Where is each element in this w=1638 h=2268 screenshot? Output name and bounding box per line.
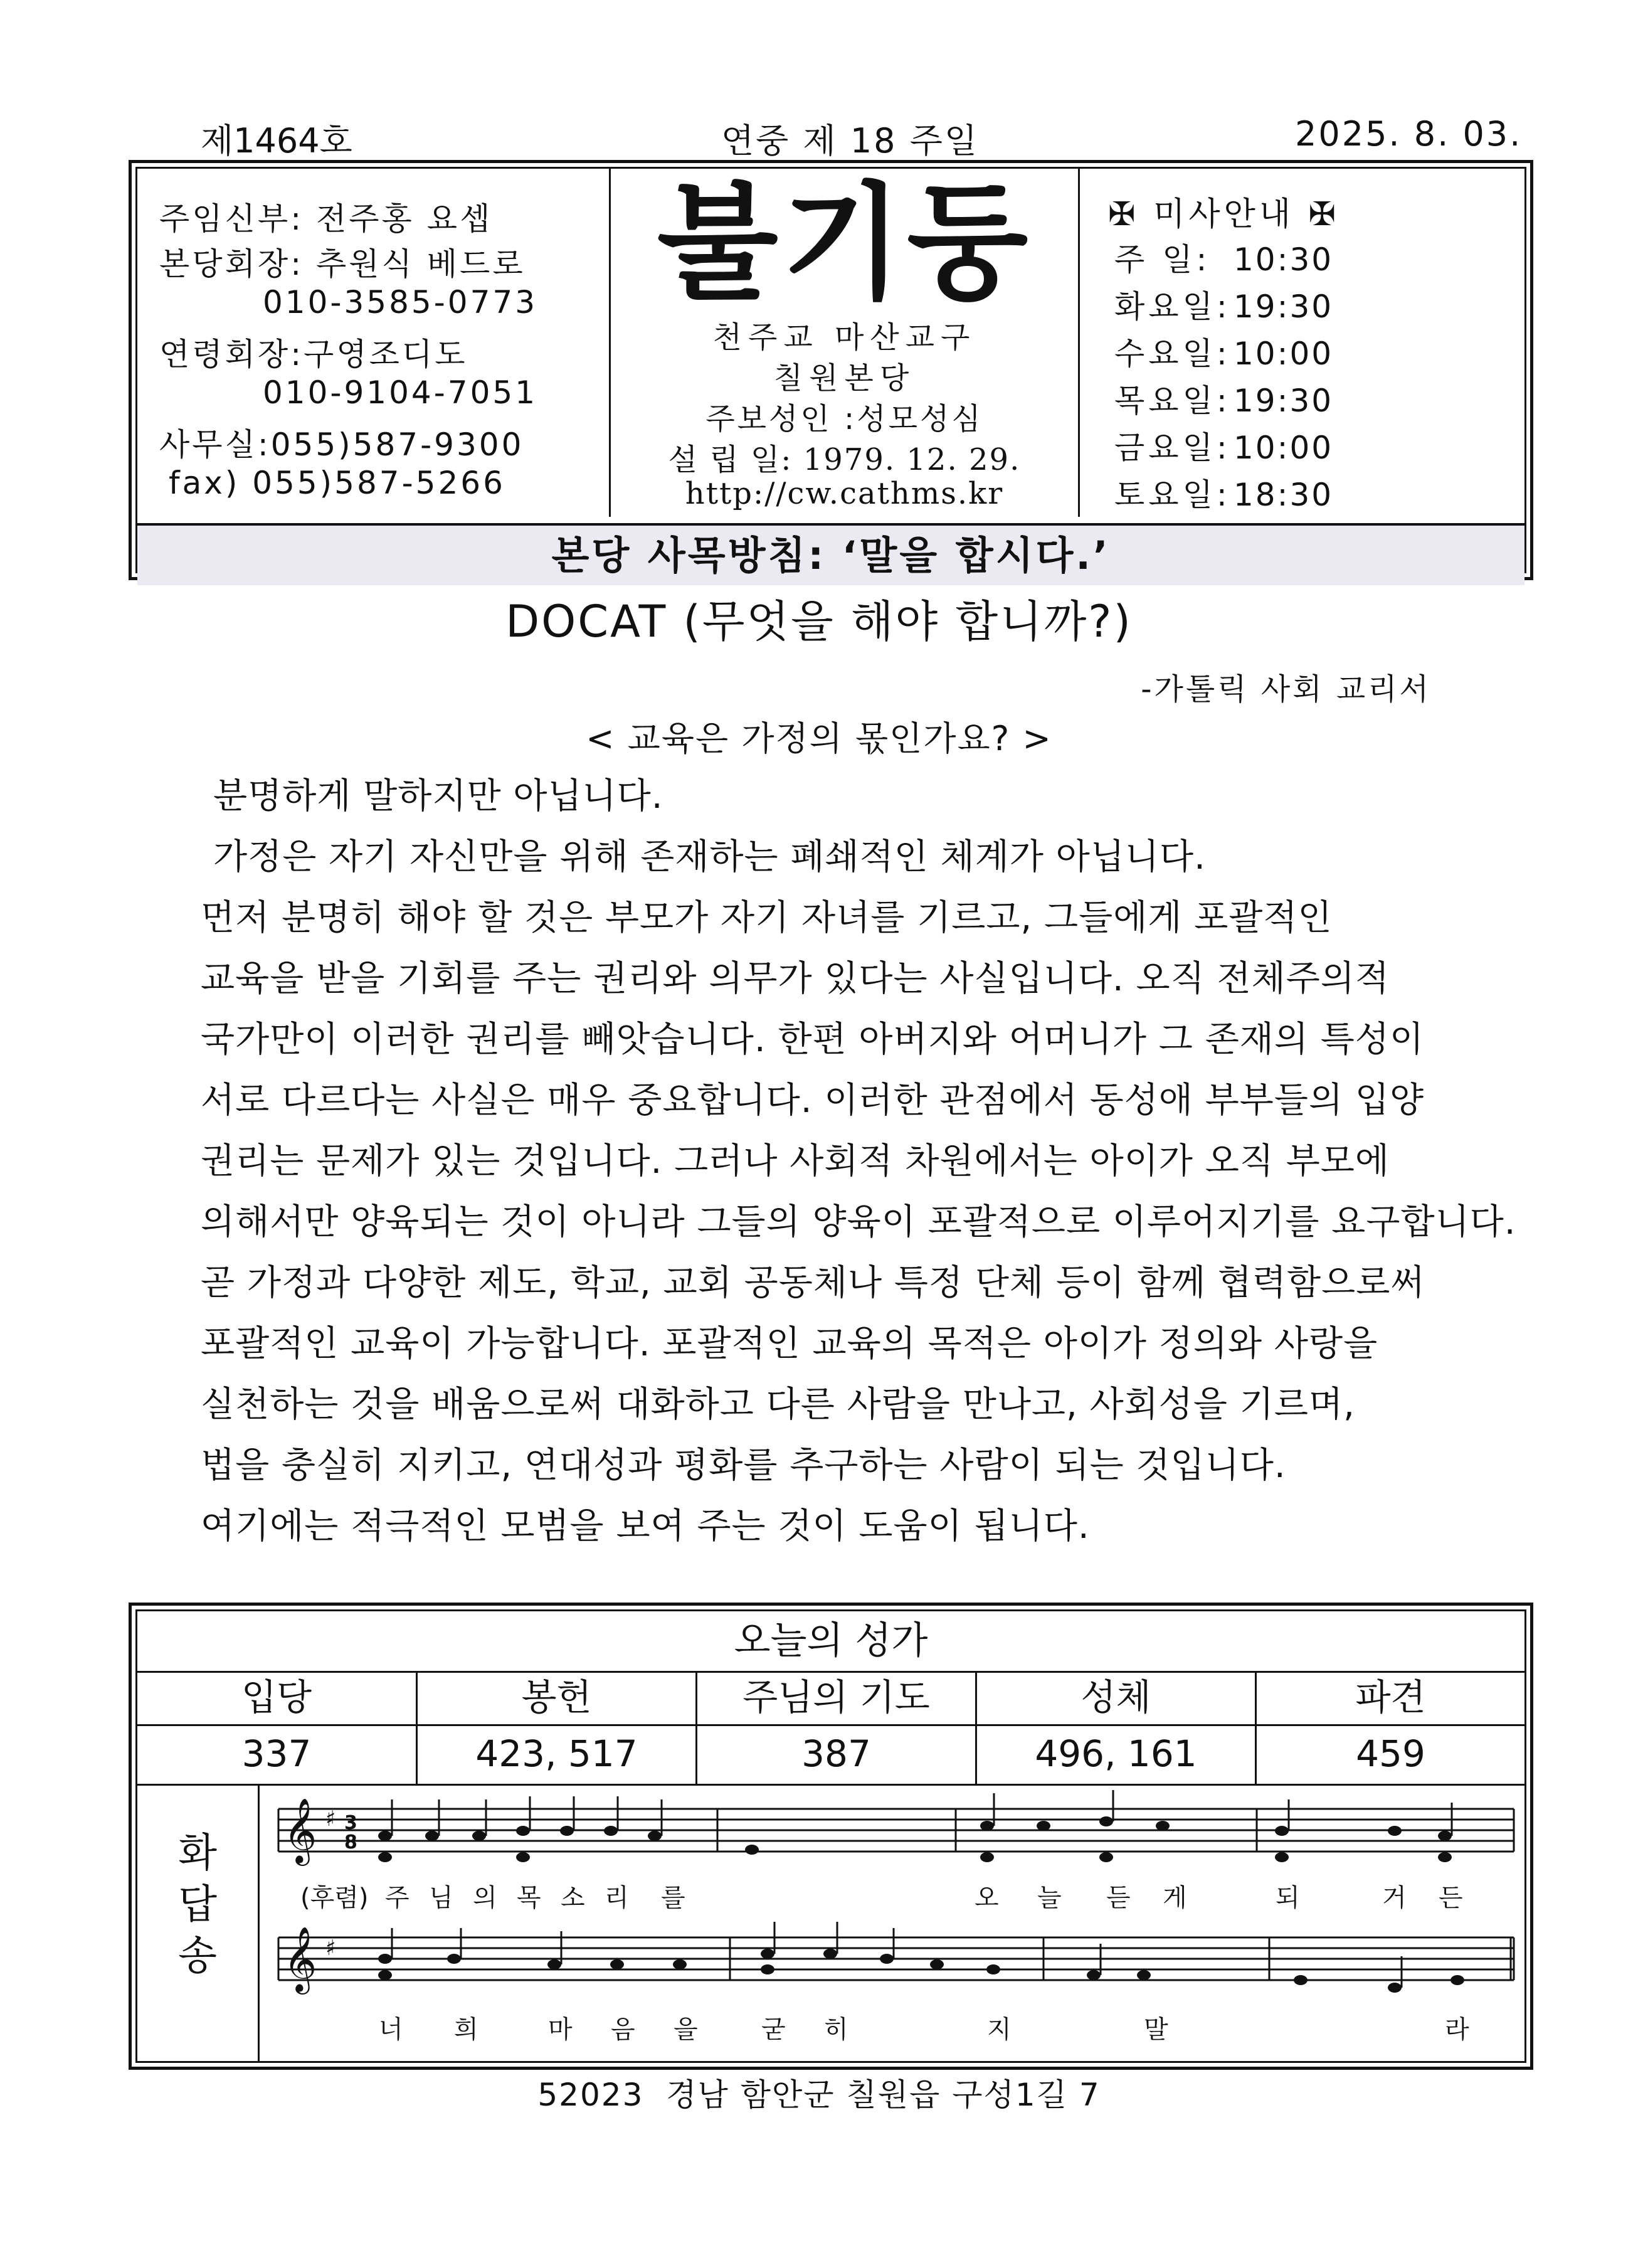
article-line: 가정은 자기 자신만을 위해 존재하는 폐쇄적인 체계가 아닙니다. — [213, 837, 1206, 877]
mass-row — [1114, 376, 1333, 421]
treble-clef-icon: 𝄞 — [283, 1798, 317, 1863]
psalm-lyric: 소 — [561, 1884, 585, 1912]
office-phone: 사무실:055)587-9300 — [159, 427, 524, 463]
article-line: 국가만이 이러한 권리를 빼앗습니다. 한편 아버지와 어머니가 그 존재의 특성이 — [201, 1019, 1425, 1060]
psalm-lyric: 너 — [379, 2015, 403, 2044]
psalm-lyric: 목 — [517, 1884, 541, 1912]
hymn-header: 봉헌 — [418, 1671, 697, 1724]
svg-text:8: 8 — [344, 1831, 357, 1853]
article-line: 분명하게 말하지만 아닙니다. — [213, 776, 663, 817]
hymn-header: 주님의 기도 — [697, 1671, 977, 1724]
article-line: 여기에는 적극적인 모범을 보여 주는 것이 도움이 됩니다. — [201, 1506, 1090, 1547]
psalm-lyric: 늘 — [1037, 1884, 1062, 1912]
patron-saint: 주보성인 :성모성심 — [705, 401, 983, 437]
hymn-title: 오늘의 성가 — [137, 1611, 1524, 1673]
psalm-label: 화답송 — [137, 1784, 260, 2061]
hymn-number-row — [137, 1724, 1524, 1786]
psalm-lyric: 리 — [605, 1884, 629, 1912]
hymn-header-row — [137, 1671, 1524, 1726]
mass-row — [1114, 282, 1333, 327]
psalm-lyric: 되 — [1276, 1884, 1300, 1912]
mass-time: 10:00 — [1234, 430, 1334, 466]
parish-name: 칠원본당 — [773, 361, 916, 396]
psalm-lyric: 든 — [1439, 1884, 1463, 1912]
mass-time: 18:30 — [1234, 477, 1334, 513]
psalm-lyric: 지 — [987, 2015, 1012, 2044]
hymn-header: 성체 — [977, 1671, 1257, 1724]
footer-address: 52023 경남 함안군 칠원읍 구성1길 7 — [537, 2077, 1101, 2113]
psalm-lyric: 굳 — [761, 2015, 786, 2044]
mass-time: 10:00 — [1234, 336, 1334, 372]
hymn-header: 입당 — [137, 1671, 418, 1724]
psalm-lyric: 듣 — [1106, 1884, 1131, 1912]
psalm-lyric: 의 — [473, 1884, 497, 1912]
svg-text:♯: ♯ — [325, 1806, 336, 1831]
psalm-lyric: 게 — [1163, 1884, 1187, 1912]
psalm-lyric: 을 — [674, 2015, 698, 2044]
article-title: DOCAT (무엇을 해야 합니까?) — [505, 596, 1133, 647]
masthead — [129, 160, 1533, 580]
mass-row — [1114, 470, 1333, 515]
article-line: 실천하는 것을 배움으로써 대화하고 다른 사람을 만나고, 사회성을 기르며, — [201, 1384, 1355, 1425]
psalm-lyric: 음 — [611, 2015, 635, 2044]
elder-president: 연령회장:구영조디도 — [159, 336, 468, 373]
mass-time: 19:30 — [1234, 289, 1334, 325]
article-line: 교육을 받을 기회를 주는 권리와 의무가 있다는 사실입니다. 오직 전체주의적 — [201, 958, 1390, 999]
website-link[interactable]: http://cw.cathms.kr — [685, 476, 1004, 511]
hymn-number: 387 — [697, 1724, 977, 1784]
mass-row — [1114, 423, 1333, 468]
psalm-lyric: 마 — [548, 2015, 573, 2044]
mass-day: 화요일: — [1114, 289, 1231, 325]
parish-president: 본당회장: 추원식 베드로 — [159, 246, 526, 282]
article-line: 먼저 분명히 해야 할 것은 부모가 자기 자녀를 기르고, 그들에게 포괄적인 — [201, 898, 1333, 938]
mass-row — [1114, 235, 1333, 280]
issue-date: 2025. 8. 03. — [1295, 114, 1523, 154]
psalm-lyric: 주 — [385, 1884, 410, 1912]
psalm-lyric: 말 — [1144, 2015, 1168, 2044]
pastoral-motto: 본당 사목방침: ‘말을 합시다.’ — [137, 523, 1524, 585]
pastor: 주임신부: 전주홍 요셉 — [159, 201, 493, 237]
mass-day: 토요일: — [1114, 477, 1231, 513]
treble-clef-icon: 𝄞 — [283, 1926, 317, 1992]
psalm-lyric: 거 — [1382, 1884, 1407, 1912]
psalm-score — [266, 1787, 1530, 2063]
mass-day: 주 일: — [1114, 241, 1211, 278]
psalm-lyric: 히 — [824, 2015, 848, 2044]
diocese: 천주교 마산교구 — [712, 320, 976, 355]
psalm-lyric: 를 — [661, 1884, 685, 1912]
office-fax: fax) 055)587-5266 — [169, 465, 505, 501]
article-line: 의해서만 양육되는 것이 아니라 그들의 양육이 포괄적으로 이루어지기를 요구합니다. — [201, 1202, 1516, 1243]
mass-time: 19:30 — [1234, 383, 1334, 419]
psalm-row — [137, 1784, 1524, 2061]
founding-date: 설 립 일: 1979. 12. 29. — [668, 442, 1021, 477]
elder-phone: 010-9104-7051 — [263, 374, 538, 411]
hymn-header: 파견 — [1355, 1676, 1426, 1719]
issue-number: 제1464호 — [201, 121, 352, 161]
svg-text:♯: ♯ — [325, 1936, 336, 1961]
psalm-lyric: 희 — [454, 2015, 478, 2044]
hymn-number: 423, 517 — [418, 1724, 697, 1784]
hymn-number: 459 — [1356, 1732, 1425, 1775]
article-line: 곧 가정과 다양한 제도, 학교, 교회 공동체나 특정 단체 등이 함께 협력함으로써 — [201, 1263, 1425, 1303]
article-question: < 교육은 가정의 몫인가요? > — [586, 719, 1052, 758]
mass-day: 목요일: — [1114, 383, 1231, 419]
article-source: -가톨릭 사회 교리서 — [1141, 672, 1431, 707]
article-line: 법을 충실히 지키고, 연대성과 평화를 추구하는 사람이 되는 것입니다. — [201, 1445, 1286, 1486]
mass-heading: ✠ 미사안내 ✠ — [1108, 196, 1340, 233]
psalm-lyric: 오 — [975, 1884, 999, 1912]
liturgical-week: 연중 제 18 주일 — [721, 121, 980, 161]
mass-day: 수요일: — [1114, 336, 1231, 372]
president-phone: 010-3585-0773 — [263, 284, 538, 321]
hymn-table — [129, 1603, 1533, 2070]
mass-schedule — [1083, 169, 1524, 517]
bulletin-title: 불기둥 — [657, 171, 1032, 317]
title-panel — [609, 169, 1080, 517]
psalm-lyric: (후렴) — [300, 1884, 369, 1912]
mass-row — [1114, 329, 1333, 374]
psalm-lyric: 님 — [429, 1884, 453, 1912]
svg-text:3: 3 — [344, 1812, 357, 1834]
mass-day: 금요일: — [1114, 430, 1231, 466]
article-line: 포괄적인 교육이 가능합니다. 포괄적인 교육의 목적은 아이가 정의와 사랑을 — [201, 1323, 1378, 1364]
article-line: 서로 다르다는 사실은 매우 중요합니다. 이러한 관점에서 동성애 부부들의 입양 — [201, 1080, 1425, 1121]
psalm-lyric: 라 — [1445, 2015, 1469, 2044]
hymn-number: 496, 161 — [977, 1724, 1257, 1784]
article-line: 권리는 문제가 있는 것입니다. 그러나 사회적 차원에서는 아이가 오직 부모에 — [201, 1141, 1390, 1182]
mass-time: 10:30 — [1234, 241, 1334, 278]
hymn-number: 337 — [137, 1724, 418, 1784]
contact-panel — [137, 169, 601, 517]
